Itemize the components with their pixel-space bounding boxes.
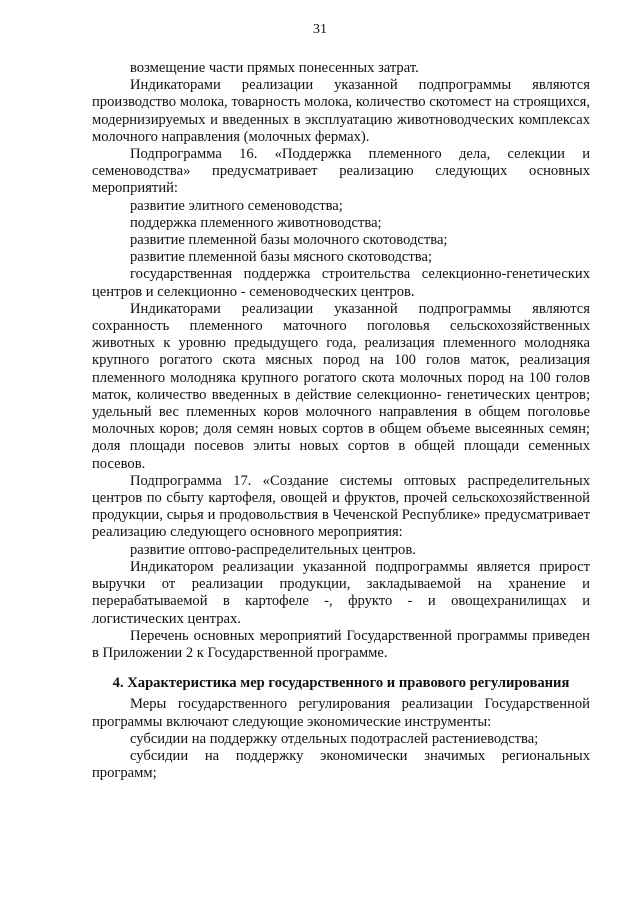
list-item-elite-seeds: развитие элитного семеноводства;: [130, 197, 343, 214]
paragraph-indicator-revenue: Индикатором реализации указанной подпрограммы является прирост выручки от реализации продукции, закладываемой на хранение и перерабатываемой в картофеле -, фрукто - и овощехранилищах и логистических центрах.: [92, 558, 590, 627]
list-item-wholesale-centers: развитие оптово-распределительных центров.: [130, 541, 416, 558]
section-heading: 4. Характеристика мер государственного и правового регулирования: [112, 675, 570, 692]
paragraph-subprogram-16: Подпрограмма 16. «Поддержка племенного дела, селекции и семеноводства» предусматривает реализацию следующих основных мероприятий:: [92, 146, 590, 197]
list-item-breeding-livestock: поддержка племенного животноводства;: [130, 214, 382, 231]
paragraph-indicators-breeding: Индикаторами реализации указанной подпрограммы являются сохранность племенного маточного поголовья сельскохозяйственных животных к уровню предыдущего года, реализация племенного молодняка крупного рогатого скота мясных пород на 100 голов маток, реализация племенного молодняка крупного рогатого скота молочных пород на 100 голов маток, количество введенных в действие селекционно- генетических центров; удельный вес племенных коров молочного направления в общем поголовье молочных коров; доля семян новых сортов в общем объеме высеянных семян; доля площади посевов элиты новых сортов в общей площади семенных посевов.: [92, 300, 590, 472]
list-item-selection-centers: государственная поддержка строительства селекционно-генетических центров и селекционно - семеноводческих центров.: [92, 266, 590, 300]
document-body: [92, 60, 590, 782]
list-item-beef-base: развитие племенной базы мясного скотоводства;: [130, 249, 433, 266]
list-item-regional-subsidies: субсидии на поддержку экономически значимых региональных программ;: [92, 747, 590, 782]
paragraph-regulation-measures: Меры государственного регулирования реализации Государственной программы включают следующие экономические инструменты:: [92, 696, 590, 730]
paragraph-subprogram-17: Подпрограмма 17. «Создание системы оптовых распределительных центров по сбыту картофеля, овощей и фруктов, прочей сельскохозяйственной продукции, сырья и продовольствия в Чеченской Республике» предусматривает реализацию следующего основного мероприятия:: [92, 472, 590, 541]
page-number: 31: [313, 22, 327, 37]
list-item-dairy-base: развитие племенной базы молочного скотоводства;: [130, 232, 448, 249]
paragraph-compensation: возмещение части прямых понесенных затрат.: [130, 60, 419, 76]
paragraph-measures-list: Перечень основных мероприятий Государственной программы приведен в Приложении 2 к Государственной программе.: [92, 627, 590, 661]
list-item-crop-subsidies: субсидии на поддержку отдельных подотраслей растениеводства;: [130, 730, 539, 747]
paragraph-indicators-milk: Индикаторами реализации указанной подпрограммы являются производство молока, товарность молока, количество скотомест на строящихся, модернизируемых и введенных в эксплуатацию животноводческих комплексах молочного направления (молочных фермах).: [92, 77, 590, 145]
